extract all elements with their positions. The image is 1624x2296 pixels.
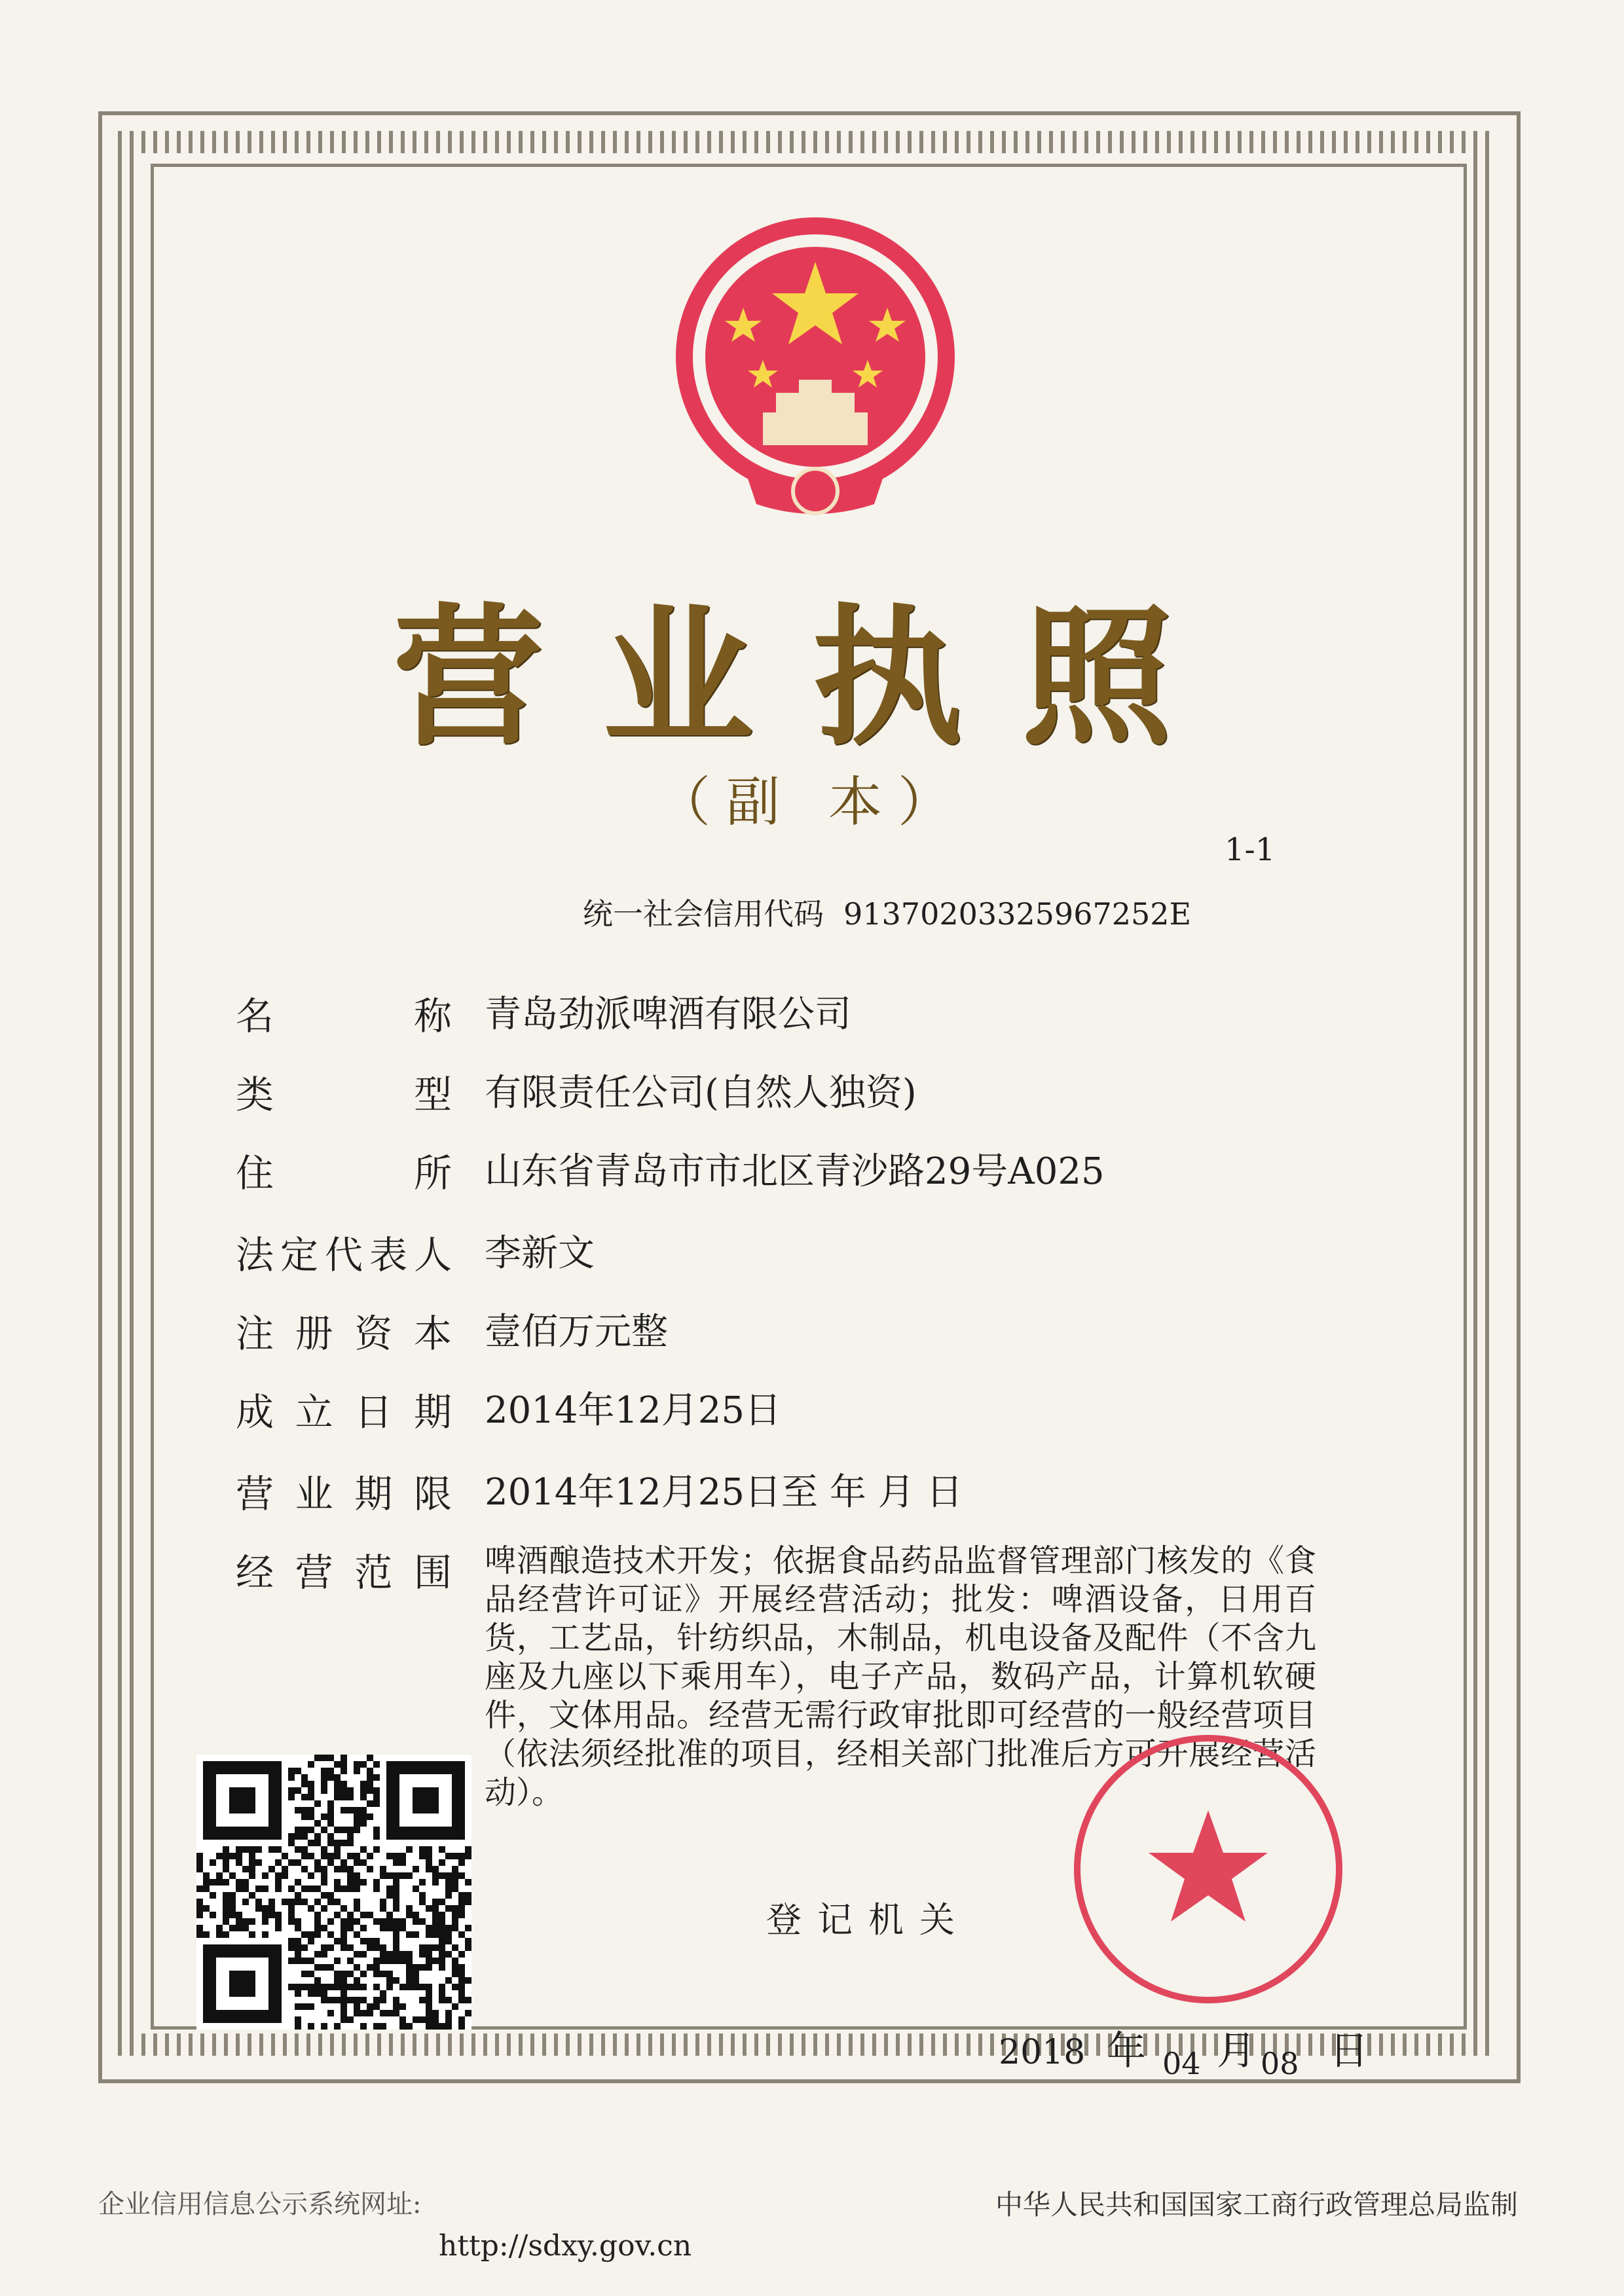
field-label-char: 人 (413, 1233, 452, 1277)
issue-day: 08 (1261, 2046, 1299, 2081)
national-emblem-icon (665, 216, 966, 524)
field-label-char: 型 (413, 1072, 452, 1117)
field-value: 壹佰万元整 (485, 1311, 668, 1353)
field-label-char: 类 (236, 1072, 274, 1117)
field-label-char: 住 (236, 1151, 274, 1195)
field-label (236, 1303, 452, 1358)
field-value: 2014年12月25日至 年 月 日 (485, 1471, 963, 1514)
business-scope-text: 啤酒酿造技术开发；依据食品药品监督管理部门核发的《食品经营许可证》开展经营活动；批发：啤酒设备，日用百货，工艺品，针纺织品，木制品，机电设备及配件（不含九座及九座以下乘用车），电子产品，数码产品，计算机软硬件，文体用品。经营无需行政审批即可经营的一般经营项目（依法须经批准的项目，经相关部门批准后方可开展经营活动）。 (485, 1542, 1316, 1811)
field-label (236, 1142, 452, 1197)
field-label-char: 表 (369, 1233, 407, 1277)
field-label-char: 名 (236, 994, 274, 1038)
field-label-char: 营 (236, 1472, 274, 1516)
footer-supervisor: 中华人民共和国国家工商行政管理总局监制 (995, 2189, 1519, 2221)
field-value: 2014年12月25日 (485, 1389, 782, 1432)
field-label-char: 范 (354, 1550, 393, 1595)
field-label-char: 业 (295, 1472, 333, 1516)
field-label-char: 经 (236, 1550, 274, 1595)
footer-website-label: 企业信用信息公示系统网址: (98, 2189, 422, 2219)
field-label (236, 1463, 452, 1518)
field-label (236, 985, 452, 1040)
credit-code-value: 91370203325967252E (843, 896, 1192, 932)
official-seal-icon (1067, 1728, 1349, 2010)
qr-code-icon (196, 1755, 471, 2030)
field-label-char: 限 (413, 1472, 452, 1516)
issue-month: 04 (1162, 2046, 1201, 2081)
field-label-char: 法 (236, 1233, 274, 1277)
field-label-char: 日 (354, 1390, 393, 1434)
field-value: 青岛劲派啤酒有限公司 (485, 993, 851, 1036)
field-label-char: 立 (295, 1390, 333, 1434)
field-label (236, 1381, 452, 1436)
field-label-char: 称 (413, 994, 452, 1038)
credit-code-line (583, 890, 1191, 934)
field-label-char: 代 (324, 1233, 363, 1277)
issue-year-unit: 年 (1107, 2028, 1146, 2074)
field-label-char: 围 (413, 1550, 452, 1595)
field-label-char: 定 (280, 1233, 318, 1277)
field-label-char: 期 (354, 1472, 393, 1516)
document-subtitle: （副 本） (656, 771, 968, 833)
field-value: 有限责任公司(自然人独资) (485, 1072, 917, 1114)
copy-number: 1-1 (1225, 831, 1276, 868)
issue-month-unit: 月 (1217, 2028, 1256, 2074)
issue-year: 2018 (999, 2033, 1086, 2072)
field-label-char: 营 (295, 1550, 333, 1595)
field-label-char: 注 (236, 1311, 274, 1356)
field-label-char: 本 (413, 1311, 452, 1356)
field-label-char: 所 (413, 1151, 452, 1195)
field-label-char: 期 (413, 1390, 452, 1434)
field-value: 山东省青岛市市北区青沙路29号A025 (485, 1150, 1105, 1193)
document-title: 营业执照 (393, 589, 1231, 766)
field-label-char: 册 (295, 1311, 333, 1356)
field-label (236, 1064, 452, 1119)
field-label-char: 资 (354, 1311, 393, 1356)
footer-website-url[interactable]: http://sdxy.gov.cn (439, 2229, 692, 2263)
field-value: 李新文 (485, 1232, 595, 1275)
issue-day-unit: 日 (1329, 2028, 1369, 2074)
field-label-char: 成 (236, 1390, 274, 1434)
field-label (236, 1224, 452, 1279)
registration-authority-label: 登记机关 (766, 1899, 970, 1941)
credit-code-label: 统一社会信用代码 (583, 896, 824, 932)
field-label (236, 1542, 452, 1597)
